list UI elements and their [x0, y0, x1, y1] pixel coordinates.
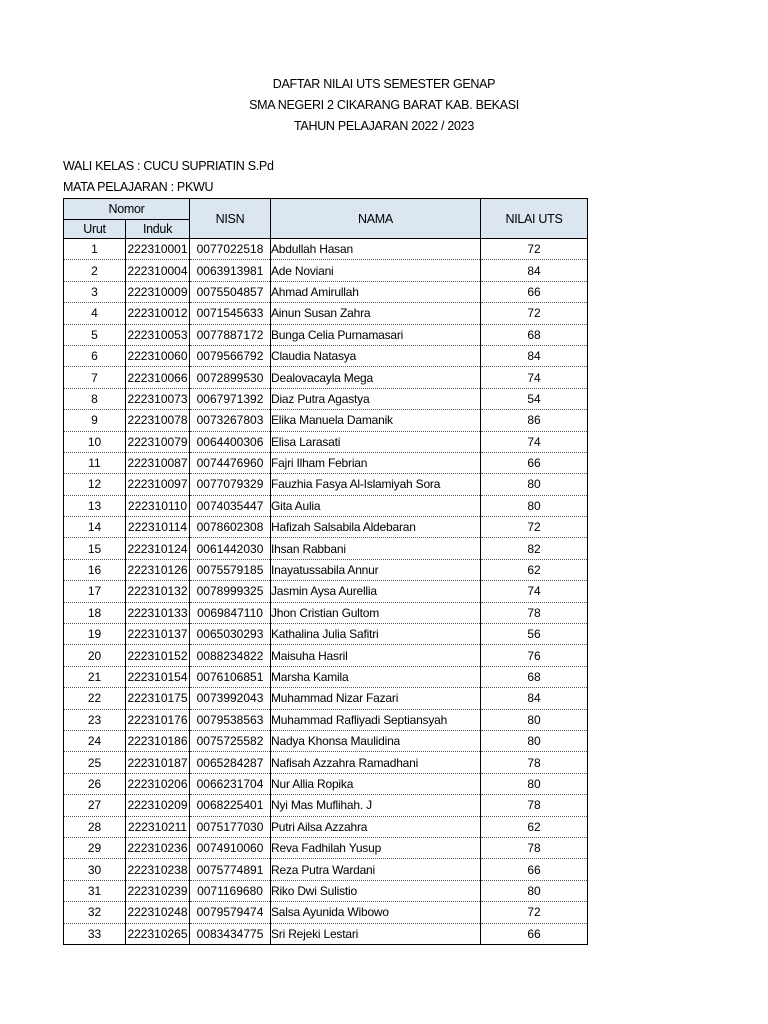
- row-induk: 222310124: [126, 538, 190, 559]
- row-induk: 222310236: [126, 837, 190, 858]
- row-urut: 9: [64, 410, 126, 431]
- row-urut: 21: [64, 666, 126, 687]
- table-row: [64, 517, 588, 538]
- row-nilai-uts: 56: [481, 624, 588, 645]
- row-nama: Jasmin Aysa Aurellia: [271, 581, 481, 602]
- row-nama: Fajri Ilham Febrian: [271, 452, 481, 473]
- row-nilai-uts: 72: [481, 517, 588, 538]
- row-nama: Reza Putra Wardani: [271, 859, 481, 880]
- row-urut: 4: [64, 303, 126, 324]
- table-row: [64, 773, 588, 794]
- row-nama: Abdullah Hasan: [271, 239, 481, 260]
- row-nisn: 0071545633: [190, 303, 271, 324]
- row-nisn: 0079538563: [190, 709, 271, 730]
- table-row: [64, 581, 588, 602]
- row-urut: 27: [64, 795, 126, 816]
- row-nama: Sri Rejeki Lestari: [271, 923, 481, 944]
- row-nisn: 0075774891: [190, 859, 271, 880]
- table-row: [64, 388, 588, 409]
- row-nama: Inayatussabila Annur: [271, 559, 481, 580]
- row-nama: Muhammad Nizar Fazari: [271, 688, 481, 709]
- row-induk: 222310004: [126, 260, 190, 281]
- row-induk: 222310087: [126, 452, 190, 473]
- row-nisn: 0074035447: [190, 495, 271, 516]
- row-nilai-uts: 74: [481, 431, 588, 452]
- row-nilai-uts: 72: [481, 303, 588, 324]
- row-induk: 222310012: [126, 303, 190, 324]
- row-nilai-uts: 78: [481, 752, 588, 773]
- wali-kelas-label: WALI KELAS : CUCU SUPRIATIN S.Pd: [63, 159, 274, 173]
- table-row: [64, 281, 588, 302]
- row-induk: 222310211: [126, 816, 190, 837]
- row-induk: 222310114: [126, 517, 190, 538]
- row-nilai-uts: 80: [481, 880, 588, 901]
- table-row: [64, 624, 588, 645]
- row-urut: 1: [64, 239, 126, 260]
- row-nama: Diaz Putra Agastya: [271, 388, 481, 409]
- row-nilai-uts: 54: [481, 388, 588, 409]
- row-nisn: 0073267803: [190, 410, 271, 431]
- table-row: [64, 709, 588, 730]
- table-row: [64, 452, 588, 473]
- row-nilai-uts: 66: [481, 281, 588, 302]
- row-urut: 13: [64, 495, 126, 516]
- row-nama: Salsa Ayunida Wibowo: [271, 902, 481, 923]
- row-nilai-uts: 76: [481, 645, 588, 666]
- row-nilai-uts: 80: [481, 709, 588, 730]
- row-induk: 222310176: [126, 709, 190, 730]
- row-nisn: 0064400306: [190, 431, 271, 452]
- row-nama: Ainun Susan Zahra: [271, 303, 481, 324]
- row-induk: 222310248: [126, 902, 190, 923]
- row-nisn: 0075177030: [190, 816, 271, 837]
- row-nisn: 0065284287: [190, 752, 271, 773]
- row-nama: Riko Dwi Sulistio: [271, 880, 481, 901]
- table-row: [64, 345, 588, 366]
- row-nama: Nadya Khonsa Maulidina: [271, 730, 481, 751]
- table-row: [64, 923, 588, 944]
- row-urut: 3: [64, 281, 126, 302]
- row-urut: 18: [64, 602, 126, 623]
- row-urut: 31: [64, 880, 126, 901]
- row-nilai-uts: 72: [481, 902, 588, 923]
- grades-table-body: [64, 239, 588, 945]
- row-nilai-uts: 68: [481, 324, 588, 345]
- row-nisn: 0063913981: [190, 260, 271, 281]
- header-induk: Induk: [126, 220, 190, 239]
- row-nisn: 0065030293: [190, 624, 271, 645]
- row-nama: Bunga Celia Purnamasari: [271, 324, 481, 345]
- table-row: [64, 538, 588, 559]
- row-induk: 222310239: [126, 880, 190, 901]
- row-nisn: 0074910060: [190, 837, 271, 858]
- header-nilai-uts: NILAI UTS: [481, 199, 588, 239]
- table-row: [64, 880, 588, 901]
- row-nisn: 0078999325: [190, 581, 271, 602]
- row-nilai-uts: 62: [481, 559, 588, 580]
- row-induk: 222310053: [126, 324, 190, 345]
- row-induk: 222310009: [126, 281, 190, 302]
- row-induk: 222310110: [126, 495, 190, 516]
- row-urut: 19: [64, 624, 126, 645]
- row-urut: 20: [64, 645, 126, 666]
- row-induk: 222310209: [126, 795, 190, 816]
- table-row: [64, 474, 588, 495]
- row-nilai-uts: 78: [481, 795, 588, 816]
- row-urut: 12: [64, 474, 126, 495]
- row-induk: 222310186: [126, 730, 190, 751]
- row-nilai-uts: 84: [481, 260, 588, 281]
- row-nama: Claudia Natasya: [271, 345, 481, 366]
- row-nisn: 0079579474: [190, 902, 271, 923]
- row-nama: Maisuha Hasril: [271, 645, 481, 666]
- row-urut: 17: [64, 581, 126, 602]
- document-title: [0, 74, 768, 137]
- row-induk: 222310187: [126, 752, 190, 773]
- row-nisn: 0079566792: [190, 345, 271, 366]
- table-row: [64, 859, 588, 880]
- row-nisn: 0077887172: [190, 324, 271, 345]
- header-nomor: Nomor: [64, 199, 190, 220]
- row-urut: 23: [64, 709, 126, 730]
- header-nisn: NISN: [190, 199, 271, 239]
- table-row: [64, 559, 588, 580]
- row-nisn: 0066231704: [190, 773, 271, 794]
- row-induk: 222310078: [126, 410, 190, 431]
- table-row: [64, 410, 588, 431]
- row-nisn: 0075579185: [190, 559, 271, 580]
- row-urut: 29: [64, 837, 126, 858]
- row-induk: 222310073: [126, 388, 190, 409]
- row-urut: 30: [64, 859, 126, 880]
- row-urut: 11: [64, 452, 126, 473]
- table-row: [64, 752, 588, 773]
- header-nama: NAMA: [271, 199, 481, 239]
- row-nilai-uts: 80: [481, 495, 588, 516]
- table-row: [64, 795, 588, 816]
- row-induk: 222310097: [126, 474, 190, 495]
- row-induk: 222310132: [126, 581, 190, 602]
- row-nisn: 0068225401: [190, 795, 271, 816]
- row-induk: 222310137: [126, 624, 190, 645]
- row-induk: 222310152: [126, 645, 190, 666]
- table-row: [64, 837, 588, 858]
- row-nisn: 0075504857: [190, 281, 271, 302]
- table-row: [64, 367, 588, 388]
- row-nama: Nyi Mas Muflihah. J: [271, 795, 481, 816]
- table-row: [64, 688, 588, 709]
- row-nilai-uts: 74: [481, 581, 588, 602]
- title-line-3: TAHUN PELAJARAN 2022 / 2023: [294, 119, 474, 133]
- row-urut: 25: [64, 752, 126, 773]
- row-nilai-uts: 82: [481, 538, 588, 559]
- row-induk: 222310060: [126, 345, 190, 366]
- row-urut: 32: [64, 902, 126, 923]
- row-urut: 5: [64, 324, 126, 345]
- row-nama: Ihsan Rabbani: [271, 538, 481, 559]
- table-row: [64, 303, 588, 324]
- table-row: [64, 431, 588, 452]
- row-induk: 222310154: [126, 666, 190, 687]
- row-nisn: 0061442030: [190, 538, 271, 559]
- table-row: [64, 324, 588, 345]
- row-nama: Nafisah Azzahra Ramadhani: [271, 752, 481, 773]
- row-urut: 6: [64, 345, 126, 366]
- row-urut: 8: [64, 388, 126, 409]
- row-nama: Gita Aulia: [271, 495, 481, 516]
- row-nilai-uts: 62: [481, 816, 588, 837]
- row-induk: 222310133: [126, 602, 190, 623]
- row-nisn: 0069847110: [190, 602, 271, 623]
- row-nisn: 0073992043: [190, 688, 271, 709]
- row-nilai-uts: 80: [481, 730, 588, 751]
- row-nisn: 0071169680: [190, 880, 271, 901]
- table-row: [64, 239, 588, 260]
- row-induk: 222310265: [126, 923, 190, 944]
- row-nisn: 0074476960: [190, 452, 271, 473]
- row-induk: 222310238: [126, 859, 190, 880]
- row-induk: 222310079: [126, 431, 190, 452]
- row-induk: 222310126: [126, 559, 190, 580]
- mata-pelajaran-label: MATA PELAJARAN : PKWU: [63, 180, 214, 194]
- row-nama: Hafizah Salsabila Aldebaran: [271, 517, 481, 538]
- row-nama: Marsha Kamila: [271, 666, 481, 687]
- table-row: [64, 645, 588, 666]
- row-nilai-uts: 84: [481, 688, 588, 709]
- row-nilai-uts: 74: [481, 367, 588, 388]
- table-row: [64, 816, 588, 837]
- table-row: [64, 902, 588, 923]
- row-nilai-uts: 84: [481, 345, 588, 366]
- row-nilai-uts: 80: [481, 474, 588, 495]
- row-nisn: 0083434775: [190, 923, 271, 944]
- row-nilai-uts: 72: [481, 239, 588, 260]
- row-nisn: 0088234822: [190, 645, 271, 666]
- row-nilai-uts: 66: [481, 923, 588, 944]
- row-urut: 10: [64, 431, 126, 452]
- row-nilai-uts: 68: [481, 666, 588, 687]
- row-urut: 24: [64, 730, 126, 751]
- row-urut: 26: [64, 773, 126, 794]
- row-induk: 222310206: [126, 773, 190, 794]
- row-nama: Putri Ailsa Azzahra: [271, 816, 481, 837]
- row-nisn: 0077079329: [190, 474, 271, 495]
- row-nama: Dealovacayla Mega: [271, 367, 481, 388]
- row-nisn: 0067971392: [190, 388, 271, 409]
- header-urut: Urut: [64, 220, 126, 239]
- row-urut: 16: [64, 559, 126, 580]
- row-nama: Nur Allia Ropika: [271, 773, 481, 794]
- row-urut: 28: [64, 816, 126, 837]
- table-row: [64, 260, 588, 281]
- row-nama: Ade Noviani: [271, 260, 481, 281]
- row-nisn: 0075725582: [190, 730, 271, 751]
- row-nilai-uts: 80: [481, 773, 588, 794]
- title-line-1: DAFTAR NILAI UTS SEMESTER GENAP: [272, 77, 496, 91]
- row-nisn: 0072899530: [190, 367, 271, 388]
- row-nama: Ahmad Amirullah: [271, 281, 481, 302]
- row-nama: Elika Manuela Damanik: [271, 410, 481, 431]
- row-nama: Kathalina Julia Safitri: [271, 624, 481, 645]
- row-nilai-uts: 86: [481, 410, 588, 431]
- row-urut: 15: [64, 538, 126, 559]
- row-urut: 14: [64, 517, 126, 538]
- row-nilai-uts: 66: [481, 452, 588, 473]
- row-nisn: 0078602308: [190, 517, 271, 538]
- row-nama: Elisa Larasati: [271, 431, 481, 452]
- title-line-2: SMA NEGERI 2 CIKARANG BARAT KAB. BEKASI: [249, 98, 519, 112]
- row-urut: 33: [64, 923, 126, 944]
- row-induk: 222310175: [126, 688, 190, 709]
- table-row: [64, 730, 588, 751]
- row-nama: Fauzhia Fasya Al-Islamiyah Sora: [271, 474, 481, 495]
- row-nama: Muhammad Rafliyadi Septiansyah: [271, 709, 481, 730]
- table-row: [64, 602, 588, 623]
- row-induk: 222310066: [126, 367, 190, 388]
- row-induk: 222310001: [126, 239, 190, 260]
- row-urut: 2: [64, 260, 126, 281]
- grades-table: [63, 198, 588, 945]
- row-nama: Jhon Cristian Gultom: [271, 602, 481, 623]
- row-nilai-uts: 78: [481, 602, 588, 623]
- row-nilai-uts: 78: [481, 837, 588, 858]
- table-row: [64, 666, 588, 687]
- row-nisn: 0076106851: [190, 666, 271, 687]
- row-nisn: 0077022518: [190, 239, 271, 260]
- row-nilai-uts: 66: [481, 859, 588, 880]
- row-urut: 22: [64, 688, 126, 709]
- row-nama: Reva Fadhilah Yusup: [271, 837, 481, 858]
- table-row: [64, 495, 588, 516]
- row-urut: 7: [64, 367, 126, 388]
